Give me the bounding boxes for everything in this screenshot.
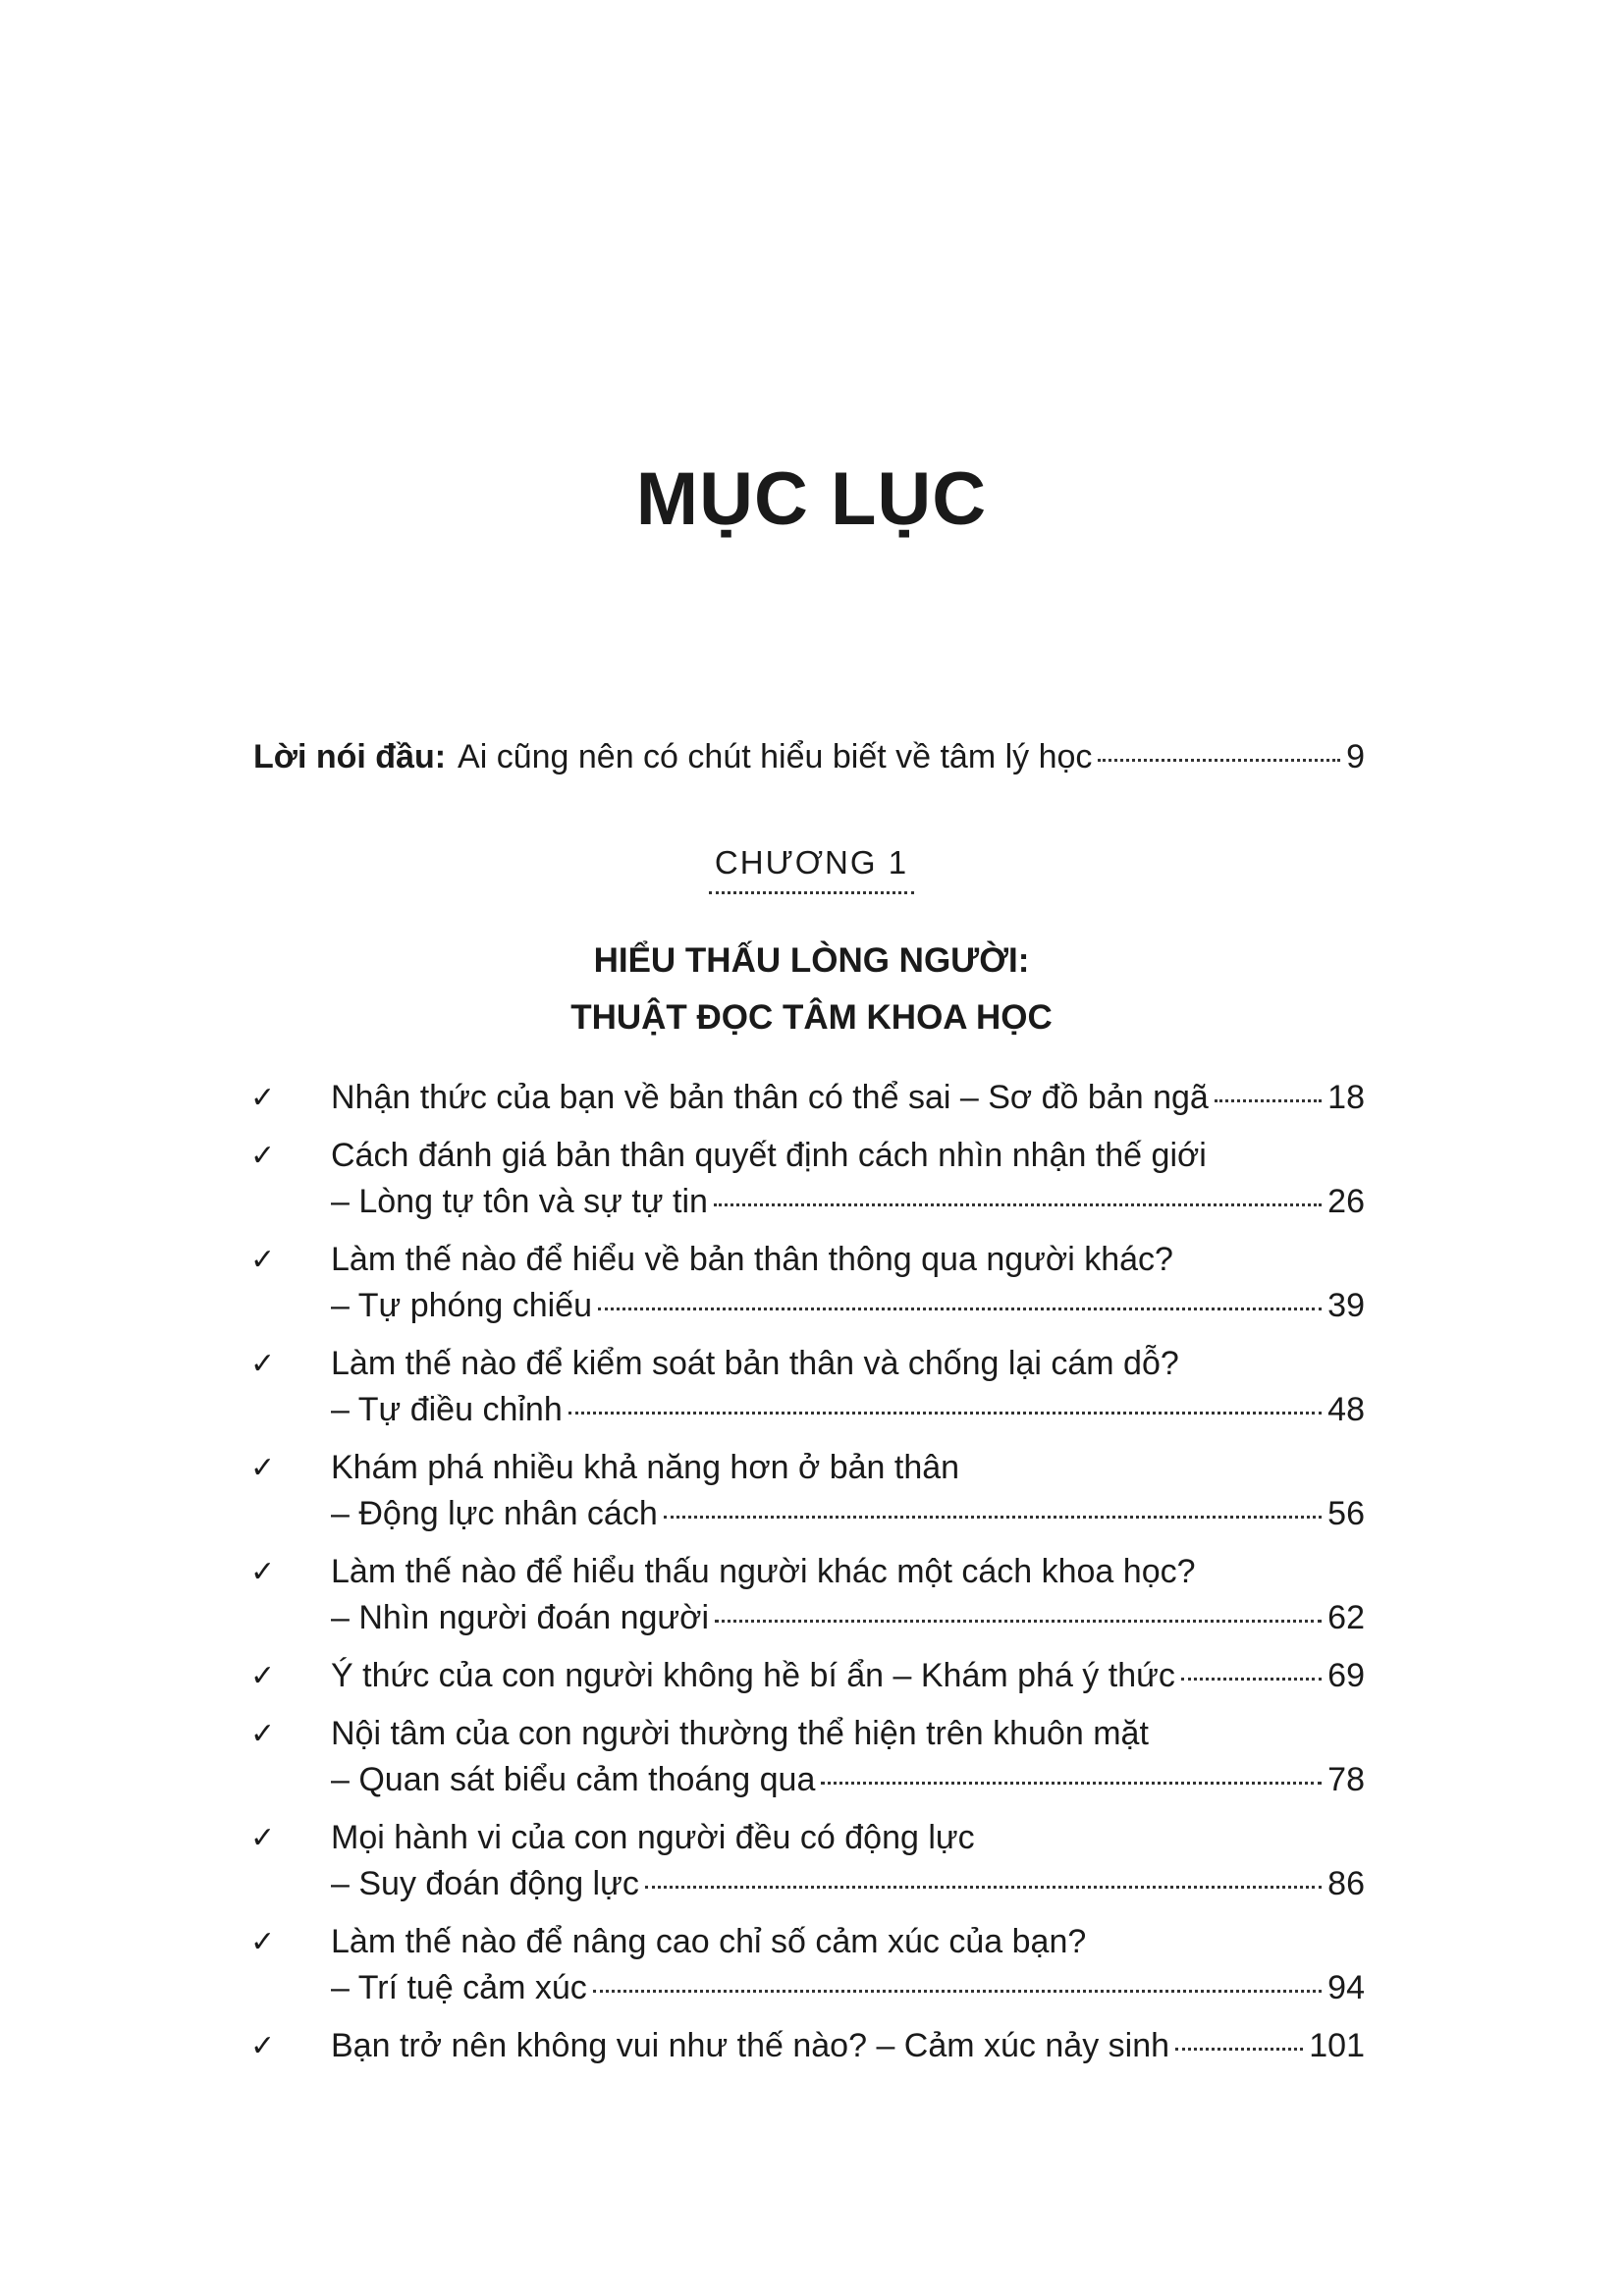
toc-entry-title: Nội tâm của con người thường thể hiện trên khuôn mặt: [331, 1715, 1149, 1752]
toc-entry-title: Khám phá nhiều khả năng hơn ở bản thân: [331, 1449, 960, 1486]
checkmark-icon: ✓: [250, 1347, 276, 1381]
dot-leader: [645, 1886, 1322, 1889]
toc-page-number: 56: [1327, 1495, 1365, 1532]
chapter-title-line-1: HIỂU THẤU LÒNG NGƯỜI:: [593, 941, 1030, 980]
page-title: MỤC LỤC: [635, 456, 988, 541]
toc-entry[interactable]: [250, 1341, 1365, 1433]
preface-entry[interactable]: [253, 738, 1365, 776]
toc-page-number: 39: [1327, 1287, 1365, 1324]
toc-page-number: 48: [1327, 1391, 1365, 1428]
toc-entry-title: Bạn trở nên không vui như thế nào? – Cảm xúc nảy sinh: [331, 2027, 1170, 2064]
dot-leader: [714, 1203, 1322, 1206]
chapter-title: [0, 933, 1623, 1046]
preface-page-number: 9: [1346, 738, 1365, 775]
chapter-number: CHƯƠNG 1: [709, 844, 914, 894]
dot-leader: [715, 1620, 1322, 1623]
toc-entry-subtitle: – Suy đoán động lực: [331, 1865, 639, 1902]
chapter-title-line-2: THUẬT ĐỌC TÂM KHOA HỌC: [570, 998, 1053, 1037]
toc-entry-subtitle: – Nhìn người đoán người: [331, 1599, 710, 1636]
checkmark-icon: ✓: [250, 1139, 276, 1173]
checkmark-icon: ✓: [250, 1451, 276, 1485]
checkmark-icon: ✓: [250, 1243, 276, 1277]
toc-entry[interactable]: [250, 1549, 1365, 1641]
checkmark-icon: ✓: [250, 1081, 276, 1115]
toc-entry-subtitle: – Tự phóng chiếu: [331, 1287, 592, 1324]
dot-leader: [1175, 2048, 1303, 2051]
preface-label: Lời nói đầu:: [253, 738, 447, 775]
toc-entry[interactable]: [250, 1237, 1365, 1329]
checkmark-icon: ✓: [250, 1925, 276, 1959]
toc-entry-title: Cách đánh giá bản thân quyết định cách nhìn nhận thế giới: [331, 1137, 1207, 1174]
toc-entry-title: Làm thế nào để hiểu thấu người khác một cách khoa học?: [331, 1553, 1196, 1590]
toc-entry[interactable]: [250, 1919, 1365, 2011]
dot-leader: [593, 1990, 1322, 1993]
table-of-contents: [250, 1075, 1365, 2081]
toc-entry-title: Làm thế nào để kiểm soát bản thân và chống lại cám dỗ?: [331, 1345, 1179, 1382]
toc-page-number: 78: [1327, 1761, 1365, 1798]
toc-entry-title: Làm thế nào để nâng cao chỉ số cảm xúc của bạn?: [331, 1923, 1087, 1960]
toc-entry[interactable]: [250, 1075, 1365, 1121]
checkmark-icon: ✓: [250, 1717, 276, 1751]
toc-entry-title: Mọi hành vi của con người đều có động lực: [331, 1819, 975, 1856]
toc-page-number: 62: [1327, 1599, 1365, 1636]
toc-entry-subtitle: – Lòng tự tôn và sự tự tin: [331, 1183, 708, 1220]
toc-entry-title: Ý thức của con người không hề bí ẩn – Khám phá ý thức: [331, 1657, 1175, 1694]
toc-entry[interactable]: [250, 1711, 1365, 1803]
dot-leader: [1098, 759, 1340, 762]
toc-entry[interactable]: [250, 1815, 1365, 1907]
dot-leader: [821, 1782, 1322, 1785]
toc-entry[interactable]: [250, 2023, 1365, 2069]
dot-leader: [568, 1412, 1322, 1415]
toc-page-number: 101: [1309, 2027, 1365, 2064]
checkmark-icon: ✓: [250, 1821, 276, 1855]
chapter-label: [0, 844, 1623, 894]
checkmark-icon: ✓: [250, 1555, 276, 1589]
toc-entry[interactable]: [250, 1445, 1365, 1537]
toc-entry-subtitle: – Tự điều chỉnh: [331, 1391, 563, 1428]
toc-page-number: 18: [1327, 1079, 1365, 1116]
toc-entry[interactable]: [250, 1133, 1365, 1225]
dot-leader: [598, 1308, 1322, 1310]
toc-page-number: 26: [1327, 1183, 1365, 1220]
toc-entry-title: Nhận thức của bạn về bản thân có thể sai – Sơ đồ bản ngã: [331, 1079, 1209, 1116]
toc-page-number: 94: [1327, 1969, 1365, 2006]
dot-leader: [1215, 1099, 1322, 1102]
preface-title: Ai cũng nên có chút hiểu biết về tâm lý học: [458, 738, 1093, 775]
toc-entry-title: Làm thế nào để hiểu về bản thân thông qua người khác?: [331, 1241, 1173, 1278]
toc-entry[interactable]: [250, 1653, 1365, 1699]
toc-entry-subtitle: – Trí tuệ cảm xúc: [331, 1969, 587, 2006]
checkmark-icon: ✓: [250, 1659, 276, 1693]
toc-entry-subtitle: – Quan sát biểu cảm thoáng qua: [331, 1761, 816, 1798]
dot-leader: [1181, 1678, 1322, 1681]
dot-leader: [664, 1516, 1322, 1519]
toc-entry-subtitle: – Động lực nhân cách: [331, 1495, 658, 1532]
toc-page-number: 86: [1327, 1865, 1365, 1902]
checkmark-icon: ✓: [250, 2029, 276, 2063]
toc-page-number: 69: [1327, 1657, 1365, 1694]
